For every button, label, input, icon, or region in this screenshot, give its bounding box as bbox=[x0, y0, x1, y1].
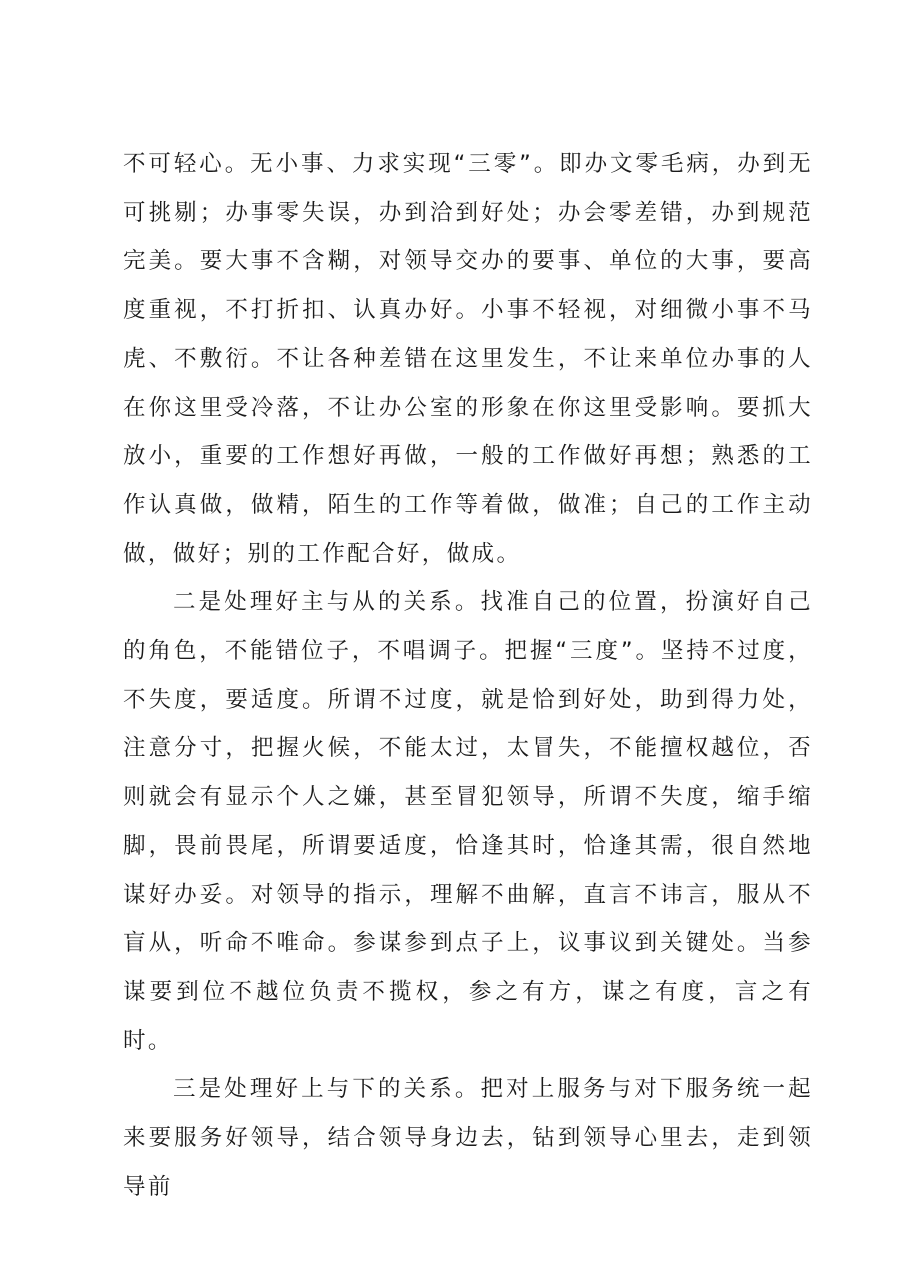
document-body bbox=[123, 140, 813, 1211]
paragraph-continuation: 不可轻心。无小事、力求实现“三零”。即办文零毛病，办到无可挑剔；办事零失误，办到洽到好处；办会零差错，办到规范完美。要大事不含糊，对领导交办的要事、单位的大事，要高度重视，不打折扣、认真办好。小事不轻视，对细微小事不马虎、不敷衍。不让各种差错在这里发生，不让来单位办事的人在你这里受冷落，不让办公室的形象在你这里受影响。要抓大放小，重要的工作想好再做，一般的工作做好再想；熟悉的工作认真做，做精，陌生的工作等着做，做准；自己的工作主动做，做好；别的工作配合好，做成。 bbox=[123, 151, 813, 567]
paragraph-upper-lower-relation: 三是处理好上与下的关系。把对上服务与对下服务统一起来要服务好领导，结合领导身边去，钻到领导心里去，走到领导前 bbox=[123, 1076, 813, 1200]
paragraph-master-servant-relation: 二是处理好主与从的关系。找准自己的位置，扮演好自己的角色，不能错位子，不唱调子。把握“三度”。坚持不过度，不失度，要适度。所谓不过度，就是恰到好处，助到得力处，注意分寸，把握火候，不能太过，太冒失，不能擅权越位，否则就会有显示个人之嫌，甚至冒犯领导，所谓不失度，缩手缩脚，畏前畏尾，所谓要适度，恰逢其时，恰逢其需，很自然地谋好办妥。对领导的指示，理解不曲解，直言不讳言，服从不盲从，听命不唯命。参谋参到点子上，议事议到关键处。当参谋要到位不越位负责不揽权，参之有方，谋之有度，言之有时。 bbox=[123, 589, 813, 1054]
